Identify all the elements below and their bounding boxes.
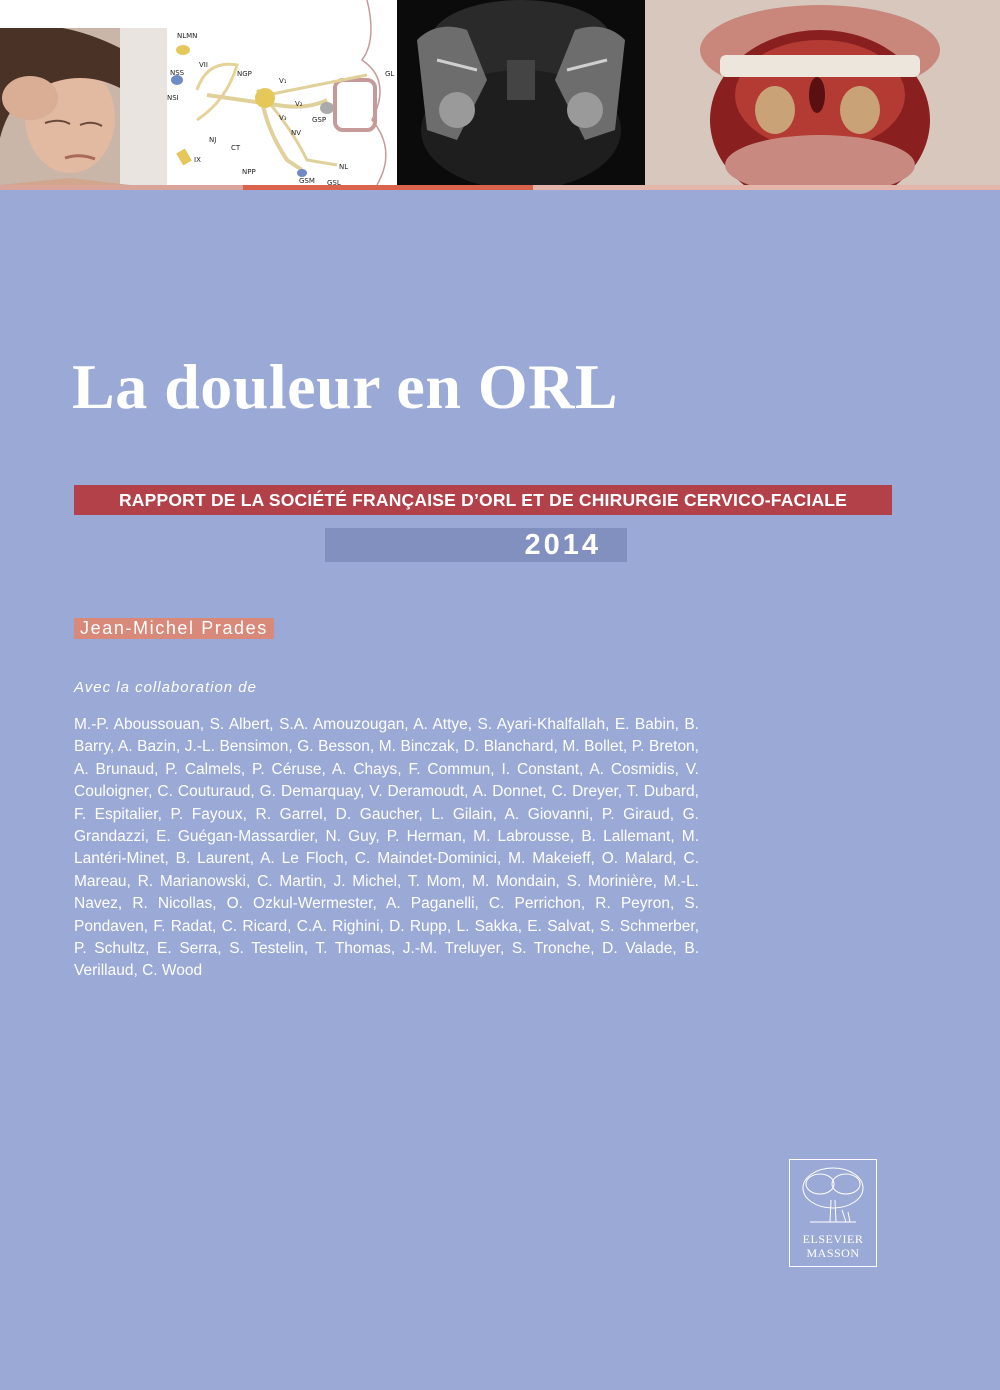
- diagram-label-nl: NL: [339, 163, 349, 171]
- diagram-label-npp: NPP: [242, 168, 256, 176]
- diagram-label-gsl: GSL: [327, 179, 341, 185]
- diagram-label-gl: GL: [385, 70, 395, 78]
- diagram-label-nj: NJ: [209, 136, 217, 144]
- decorative-color-bar: [0, 185, 1000, 190]
- woman-headache-photo: [0, 28, 167, 185]
- book-subtitle: RAPPORT DE LA SOCIÉTÉ FRANÇAISE D’ORL ET DE CHIRURGIE CERVICO-FACIALE: [118, 489, 848, 510]
- diagram-label-nlmn: NLMN: [177, 32, 198, 40]
- diagram-label-nss: NSS: [170, 69, 185, 77]
- elsevier-masson-logo: [789, 1159, 877, 1267]
- diagram-label-v2: V₂: [295, 100, 303, 108]
- nerve-diagram: [167, 0, 397, 185]
- collaborators-list: M.-P. Aboussouan, S. Albert, S.A. Amouzougan, A. Attye, S. Ayari-Khalfallah, E. Babin, B. Barry, A. Bazin, J.-L. Bensimon, G. Besson, M. Binczak, D. Blanchard, M. Bollet, P. Breton, A. Brunaud, P. Calmels, P. Céruse, A. Chays, F. Commun, I. Constant, A. Cosmidis, V. Couloigner, C. Couturaud, G. Demarquay, V. Deramoudt, A. Donnet, C. Dreyer, T. Dubard, F. Espitalier, P. Fayoux, R. Garrel, D. Gaucher, L. Gilain, A. Giovanni, P. Giraud, G. Grandazzi, E. Guégan-Massardier, N. Guy, P. Herman, M. Labrousse, B. Lallemant, M. Lantéri-Minet, B. Laurent, A. Le Floch, C. Maindet-Dominici, M. Makeieff, O. Malard, C. Mareau, R. Marianowski, C. Martin, J. Michel, T. Mom, M. Mondain, S. Morinière, M.-L. Navez, R. Nicollas, O. Ozkul-Wermester, A. Paganelli, C. Perrichon, R. Peyron, S. Pondaven, F. Radat, C. Ricard, C.A. Righini, D. Rupp, L. Sakka, E. Salvat, S. Schmerber, P. Schultz, E. Serra, S. Testelin, T. Thomas, J.-M. Treluyer, S. Tronche, D. Valade, B. Verillaud, C. Wood: [74, 716, 699, 980]
- diagram-label-vii: VII: [199, 61, 208, 69]
- collaboration-intro: Avec la collaboration de: [74, 679, 257, 696]
- diagram-label-ngp: NGP: [237, 70, 252, 78]
- cover-image-strip: [0, 0, 1000, 185]
- publisher-line1: ELSEVIER: [802, 1232, 864, 1246]
- author-name: Jean-Michel Prades: [74, 618, 274, 639]
- throat-photo: [645, 0, 1000, 185]
- diagram-label-gsm: GSM: [299, 177, 315, 185]
- ct-scan-image: [397, 0, 645, 185]
- subtitle-band: [74, 485, 892, 515]
- diagram-label-v1: V₁: [279, 77, 287, 85]
- year-band: [325, 528, 627, 562]
- diagram-label-v3: V₃: [279, 114, 287, 122]
- elsevier-tree-logo: [790, 1160, 876, 1230]
- diagram-label-ix: IX: [194, 156, 201, 164]
- book-title: La douleur en ORL: [72, 351, 619, 422]
- diagram-label-gsp: GSP: [312, 116, 327, 124]
- publisher-line2: MASSON: [806, 1246, 860, 1260]
- book-year: 2014: [524, 528, 601, 561]
- diagram-label-ct: CT: [231, 144, 241, 152]
- diagram-label-nsi: NSI: [167, 94, 179, 102]
- diagram-label-nv: NV: [291, 129, 302, 137]
